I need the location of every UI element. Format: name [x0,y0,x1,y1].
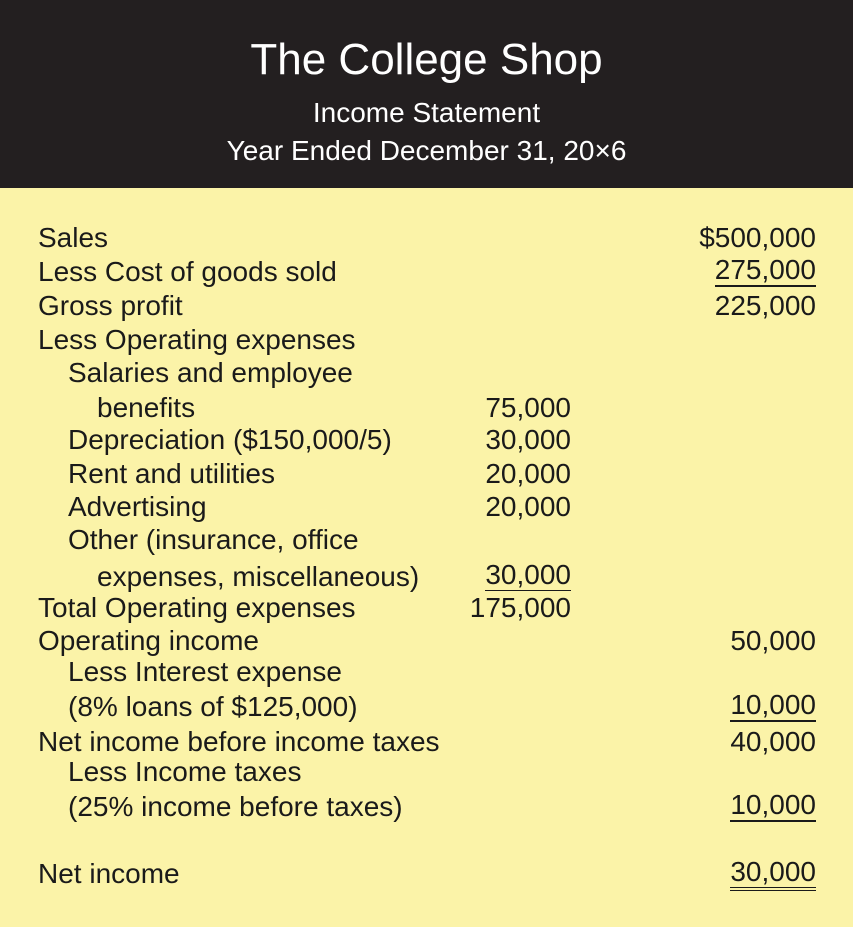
statement-title: Income Statement [312,97,541,128]
advertising-label: Advertising [68,491,207,522]
row-cogs [0,255,853,289]
salaries-amount: 75,000 [485,392,571,423]
gross-profit-amount: 225,000 [714,290,816,321]
interest-label-line1: Less Interest expense [68,656,342,687]
gross-profit-label: Gross profit [38,290,183,321]
sales-amount: $500,000 [699,222,816,253]
advertising-amount: 20,000 [485,491,571,522]
row-ni-before-tax [0,725,853,759]
row-taxes-2 [0,790,853,824]
row-salaries-2 [0,391,853,425]
other-amount: 30,000 [485,559,571,590]
row-sales [0,221,853,255]
cogs-label: Less Cost of goods sold [38,256,337,287]
total-opex-amount: 175,000 [469,592,571,623]
ni-before-tax-amount: 40,000 [730,726,816,757]
row-operating-income [0,624,853,658]
depreciation-label: Depreciation ($150,000/5) [68,424,392,455]
depreciation-amount: 30,000 [485,424,571,455]
row-interest-2 [0,690,853,724]
net-income-label: Net income [38,858,180,889]
row-interest-1 [0,655,853,689]
cogs-amount: 275,000 [714,254,816,285]
operating-income-label: Operating income [38,625,260,656]
row-net-income [0,857,853,891]
row-salaries-1 [0,356,853,390]
taxes-label-line1: Less Income taxes [68,756,302,787]
sales-label: Sales [38,222,109,253]
salaries-label-line2: benefits [97,392,196,423]
interest-label-line2: (8% loans of $125,000) [68,691,358,722]
rent-amount: 20,000 [485,458,571,489]
row-gross-profit [0,289,853,323]
statement-header [0,0,853,188]
row-taxes-1 [0,755,853,789]
taxes-amount: 10,000 [730,789,816,820]
row-other-1 [0,523,853,557]
other-label-line1: Other (insurance, office [68,524,359,555]
other-label-line2: expenses, miscellaneous) [97,561,420,592]
ni-before-tax-label: Net income before income taxes [38,726,440,757]
opex-heading-label: Less Operating expenses [38,324,356,355]
total-opex-label: Total Operating expenses [38,592,356,623]
row-advertising [0,490,853,524]
row-opex-heading [0,323,853,357]
rent-label: Rent and utilities [68,458,276,489]
taxes-label-line2: (25% income before taxes) [68,791,403,822]
salaries-label-line1: Salaries and employee [68,357,353,388]
statement-period: Year Ended December 31, 20×6 [226,135,627,166]
row-other-2 [0,560,853,594]
operating-income-amount: 50,000 [730,625,816,656]
company-name: The College Shop [250,35,603,84]
row-rent [0,457,853,491]
interest-amount: 10,000 [730,689,816,720]
row-depreciation [0,423,853,457]
row-total-opex [0,591,853,625]
net-income-amount: 30,000 [730,857,816,891]
